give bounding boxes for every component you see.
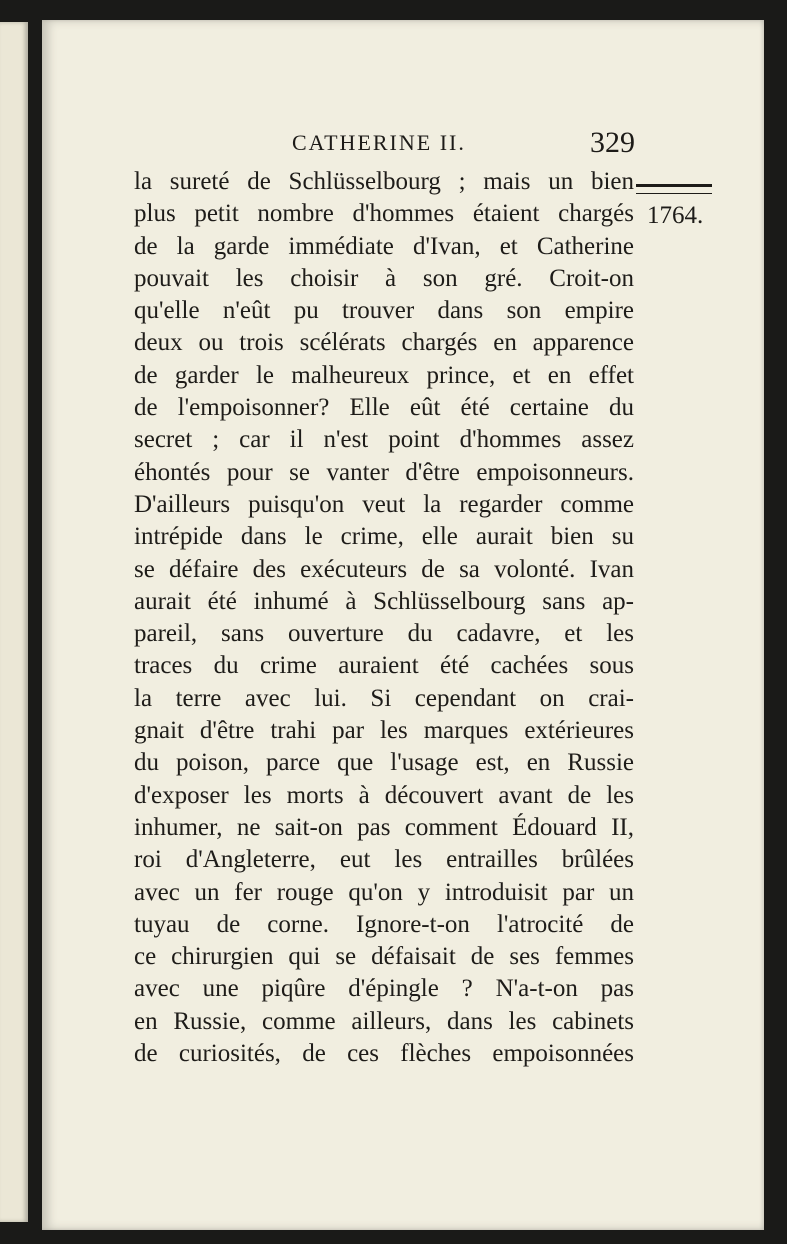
text-line: deux ou trois scélérats chargés en apparence	[134, 329, 634, 357]
text-line: du poison, parce que l'usage est, en Russie	[134, 749, 634, 777]
page-header	[42, 124, 764, 164]
text-line: plus petit nombre d'hommes étaient chargés	[134, 200, 634, 228]
text-line: secret ; car il n'est point d'hommes assez	[134, 426, 634, 454]
text-line: qu'elle n'eût pu trouver dans son empire	[134, 297, 634, 325]
text-line: ce chirurgien qui se défaisait de ses femmes	[134, 943, 634, 971]
text-line: la sureté de Schlüsselbourg ; mais un bien	[134, 168, 634, 195]
text-line: de l'empoisonner? Elle eût été certaine du	[134, 394, 634, 422]
text-line: de garder le malheureux prince, et en effet	[134, 361, 634, 389]
text-line: tuyau de corne. Ignore-t-on l'atrocité de	[134, 910, 634, 938]
text-line: inhumer, ne sait-on pas comment Édouard II,	[134, 813, 634, 841]
text-line: de la garde immédiate d'Ivan, et Catherine	[134, 232, 634, 260]
text-line: d'exposer les morts à découvert avant de les	[134, 781, 634, 809]
margin-year: 1764.	[647, 202, 704, 229]
text-line: avec une piqûre d'épingle ? N'a-t-on pas	[134, 975, 634, 1003]
text-line: aurait été inhumé à Schlüsselbourg sans ap-	[134, 587, 634, 615]
text-line: de curiosités, de ces flèches empoisonnées	[134, 1040, 634, 1068]
text-line: intrépide dans le crime, elle aurait bien su	[134, 523, 634, 551]
text-line: la terre avec lui. Si cependant on crai-	[134, 684, 634, 712]
book-page	[42, 20, 764, 1230]
text-line: pouvait les choisir à son gré. Croit-on	[134, 264, 634, 292]
text-line: gnait d'être trahi par les marques extérieures	[134, 717, 634, 745]
text-line: pareil, sans ouverture du cadavre, et les	[134, 620, 634, 648]
text-line: roi d'Angleterre, eut les entrailles brûlées	[134, 846, 634, 874]
text-line: traces du crime auraient été cachées sous	[134, 652, 634, 680]
page-number: 329	[590, 126, 635, 159]
text-line: en Russie, comme ailleurs, dans les cabinets	[134, 1007, 634, 1035]
text-line: éhontés pour se vanter d'être empoisonneurs.	[134, 458, 634, 486]
body-text	[134, 166, 634, 1070]
text-line: avec un fer rouge qu'on y introduisit par un	[134, 878, 634, 906]
margin-rule	[636, 184, 712, 194]
facing-page-edge	[0, 22, 28, 1222]
running-title: CATHERINE II.	[292, 130, 466, 155]
text-line: se défaire des exécuteurs de sa volonté. Ivan	[134, 555, 634, 583]
text-line: D'ailleurs puisqu'on veut la regarder comme	[134, 490, 634, 518]
